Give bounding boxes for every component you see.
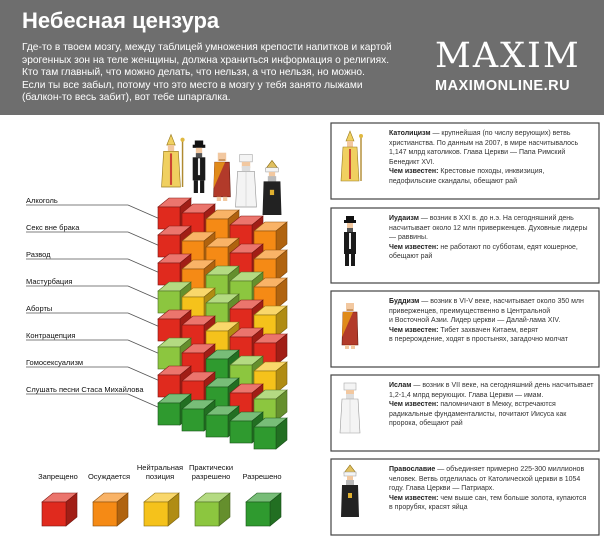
card-description	[389, 381, 593, 429]
monk-figure-icon	[214, 153, 231, 201]
card-text-segment: в прорубях, красят яйца	[389, 504, 468, 511]
intro-line: (балкон-то весь забит), вот тебе шпаргалка.	[22, 92, 231, 104]
legend-cube	[144, 493, 179, 526]
topic-label: Аборты	[26, 304, 53, 313]
card-line	[389, 177, 578, 187]
card-heading: Чем известен:	[389, 401, 439, 408]
legend-label: разрешено	[191, 472, 231, 481]
card-text-segment: 1,2-1,4 млрд верующих. Глава Церкви — имам.	[389, 391, 544, 399]
topic-connector	[128, 340, 160, 354]
intro-line: Где-то в твоем мозгу, между таблицей умножения крепости напитков и картой	[22, 42, 392, 53]
card-line	[389, 316, 584, 326]
card-text-segment: — объединяет примерно 225-300 миллионов	[435, 466, 585, 473]
card-text-segment: христианства. По данным на 2007, в мире насчитывалось	[389, 139, 579, 147]
card-text-segment: Бенедикт XVI.	[389, 158, 435, 166]
card-text-segment: насчитывает около 12 млн приверженцев. Духовные лидеры	[389, 224, 588, 232]
card-line	[389, 391, 593, 401]
card-line	[389, 252, 588, 262]
topic-label: Слушать песни Стаса Михайлова	[26, 385, 144, 394]
legend-label: Практически	[188, 463, 234, 472]
imam-figure-icon	[236, 155, 257, 208]
card-text-segment: — возник в VI-V веке, насчитывает около 350 млн	[419, 298, 584, 305]
legend-label: позиция	[145, 472, 175, 481]
legend-label: Разрешено	[242, 472, 282, 481]
topic-connector	[128, 367, 160, 381]
card-text-segment: чем выше сан, тем больше золота, купаются	[438, 494, 587, 502]
card-line	[389, 307, 584, 317]
card-line	[389, 224, 588, 234]
card-text-segment: 1,147 млрд католиков. Глава Церкви — Папа Римский	[389, 149, 566, 156]
pope-figure-icon	[162, 135, 185, 188]
card-text-segment: приверженцев, преимущественно в Центральной	[389, 307, 551, 315]
card-line	[389, 139, 578, 149]
card-text-segment: Крестовые походы, инквизиция,	[438, 168, 545, 175]
card-text-segment: — крупнейшая (по числу верующих) ветвь	[430, 130, 571, 137]
card-line	[389, 494, 586, 504]
card-heading: Чем известен:	[389, 494, 439, 502]
card-line	[389, 335, 584, 345]
legend-label: Нейтральная	[136, 463, 184, 472]
legend	[38, 463, 281, 526]
topic-label: Развод	[26, 250, 51, 259]
card-line	[389, 475, 586, 485]
card-line	[389, 419, 593, 429]
card-text-segment: — возник в XXI в. до н.э. На сегодняшний день	[418, 215, 574, 222]
card-text-segment: в перерождение, ходят в простынях, загадочно молчат	[389, 336, 568, 343]
card-heading: Чем известен:	[389, 326, 439, 334]
card-description	[389, 465, 586, 513]
legend-cube	[195, 493, 230, 526]
rabbi-figure-icon	[193, 141, 206, 194]
topic-label: Алкоголь	[26, 196, 58, 205]
cube-grid	[158, 198, 287, 449]
legend-cube	[42, 493, 77, 526]
topic-label: Мастурбация	[26, 277, 73, 286]
topic-connector	[128, 259, 160, 273]
card-line	[389, 214, 588, 224]
patriarch-figure-icon	[263, 160, 282, 215]
card-heading: Чем известен:	[389, 168, 439, 175]
card-line	[389, 129, 578, 139]
card-line	[389, 484, 586, 494]
card-line	[389, 158, 578, 168]
card-line	[389, 167, 578, 177]
card-line	[389, 400, 593, 410]
topic-label: Секс вне брака	[26, 223, 80, 232]
card-text-segment: и Восточной Азии. Лидер церкви — Далай-лама XIV.	[389, 317, 561, 324]
legend-cube	[93, 493, 128, 526]
card-line	[389, 148, 578, 158]
card-heading: Ислам	[389, 382, 412, 389]
card-line	[389, 503, 586, 513]
card-line	[389, 326, 584, 336]
card-text-segment: — возник в VII веке, на сегодняшний день насчитывает	[411, 382, 594, 389]
card-heading: Католицизм	[389, 130, 431, 137]
card-text-segment: — раввины.	[389, 234, 428, 241]
card-heading: Чем известен:	[389, 243, 439, 251]
topic-label: Гомосексуализм	[26, 358, 84, 367]
topic-label: Контрацепция	[26, 331, 76, 340]
logo-site-text: MAXIMONLINE.RU	[435, 78, 571, 94]
card-line	[389, 465, 586, 475]
card-heading: Буддизм	[389, 298, 420, 305]
card-text-segment: педофильские скандалы, обещают рай	[389, 177, 517, 185]
card-text-segment: человек. Ветвь отделилась от Католической церкви в 1054	[389, 475, 581, 483]
card-text-segment: пророка, обещают рай	[389, 420, 463, 427]
card-description	[389, 129, 578, 186]
card-heading: Православие	[389, 466, 436, 473]
logo-text: MAXIM	[435, 36, 581, 76]
grid-cube	[254, 418, 287, 449]
card-line	[389, 243, 588, 253]
card-line	[389, 233, 588, 243]
intro-line: Кто там главный, что можно делать, что нельзя, а что нельзя, но можно.	[22, 67, 365, 79]
card-text-segment: году. Глава Церкви — Патриарх.	[389, 485, 495, 492]
page-title: Небесная цензура	[22, 8, 220, 33]
card-text-segment: обещают рай	[389, 253, 433, 260]
topic-connector	[128, 205, 160, 219]
card-description	[389, 297, 584, 345]
legend-label: Осуждается	[87, 472, 131, 481]
card-line	[389, 381, 593, 391]
legend-cube	[246, 493, 281, 526]
card-heading: Иудаизм	[389, 215, 419, 222]
topic-connector	[128, 394, 160, 408]
intro-line: Если ты все забыл, потому что это место в мозгу у тебя занято лыжами	[22, 79, 363, 91]
topic-connector	[128, 232, 160, 246]
card-description	[389, 214, 588, 262]
card-text-segment: не работают по субботам, едят кошерное,	[438, 243, 578, 251]
card-line	[389, 297, 584, 307]
topic-labels	[26, 196, 144, 394]
topic-connector	[128, 313, 160, 327]
card-text-segment: радикальные фундаменталисты, почитают Иисуса как	[389, 410, 567, 418]
card-text-segment: паломничают в Мекку, встречаются	[438, 401, 556, 408]
intro-line: эрогенных зон на теле женщины, должна храниться информация о религиях.	[22, 54, 390, 66]
legend-label: Запрещено	[38, 472, 78, 481]
topic-connector	[128, 286, 160, 300]
card-line	[389, 410, 593, 420]
card-text-segment: Тибет захвачен Китаем, верят	[438, 326, 539, 334]
